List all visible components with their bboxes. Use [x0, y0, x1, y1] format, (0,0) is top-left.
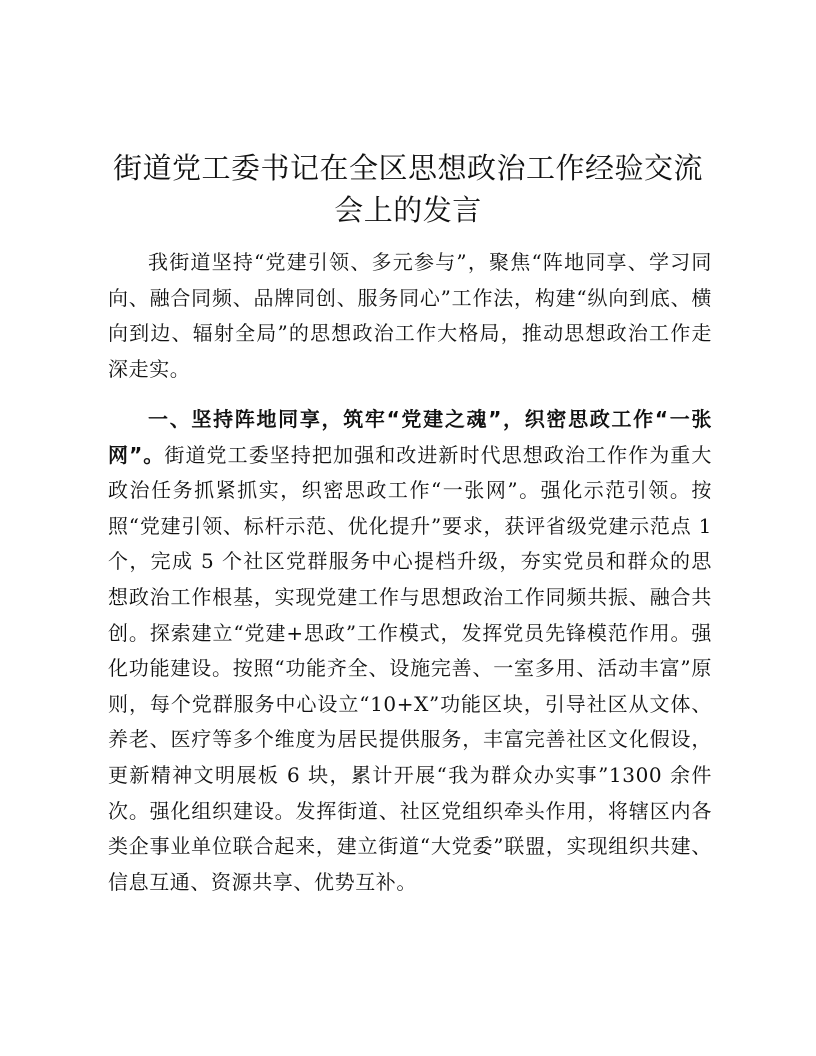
section-1-heading: 一、坚持阵地同享，筑牢“党建之魂”，织密思政工作“一张网”。: [108, 407, 712, 467]
section-1-paragraph: [108, 402, 712, 900]
page-title: 街道党工委书记在全区思想政治工作经验交流会上的发言: [112, 151, 703, 227]
section-1-text: 街道党工委坚持把加强和改进新时代思想政治工作作为重大政治任务抓紧抓实，织密思政工作“一张网”。强化示范引领。按照“党建引领、标杆示范、优化提升”要求，获评省级党建示范点 1 个，完成 5 个社区党群服务中心提档升级，夯实党员和群众的思想政治工作根基，实现党建工作与思想政治工作同频共振、融合共创。探索建立“党建+思政”工作模式，发挥党员先锋模范作用。强化功能建设。按照“功能齐全、设施完善、一室多用、活动丰富”原则，每个党群服务中心设立“10+X”功能区块，引导社区从文体、养老、医疗等多个维度为居民提供服务，丰富完善社区文化假设，更新精神文明展板 6 块，累计开展“我为群众办实事”1300 余件次。强化组织建设。发挥街道、社区党组织牵头作用，将辖区内各类企事业单位联合起来，建立街道“大党委”联盟，实现组织共建、信息互通、资源共享、优势互补。: [108, 442, 712, 894]
intro-paragraph: 我街道坚持“党建引领、多元参与”，聚焦“阵地同享、学习同向、融合同频、品牌同创、服务同心”工作法，构建“纵向到底、横向到边、辐射全局”的思想政治工作大格局，推动思想政治工作走深走实。: [108, 250, 712, 381]
